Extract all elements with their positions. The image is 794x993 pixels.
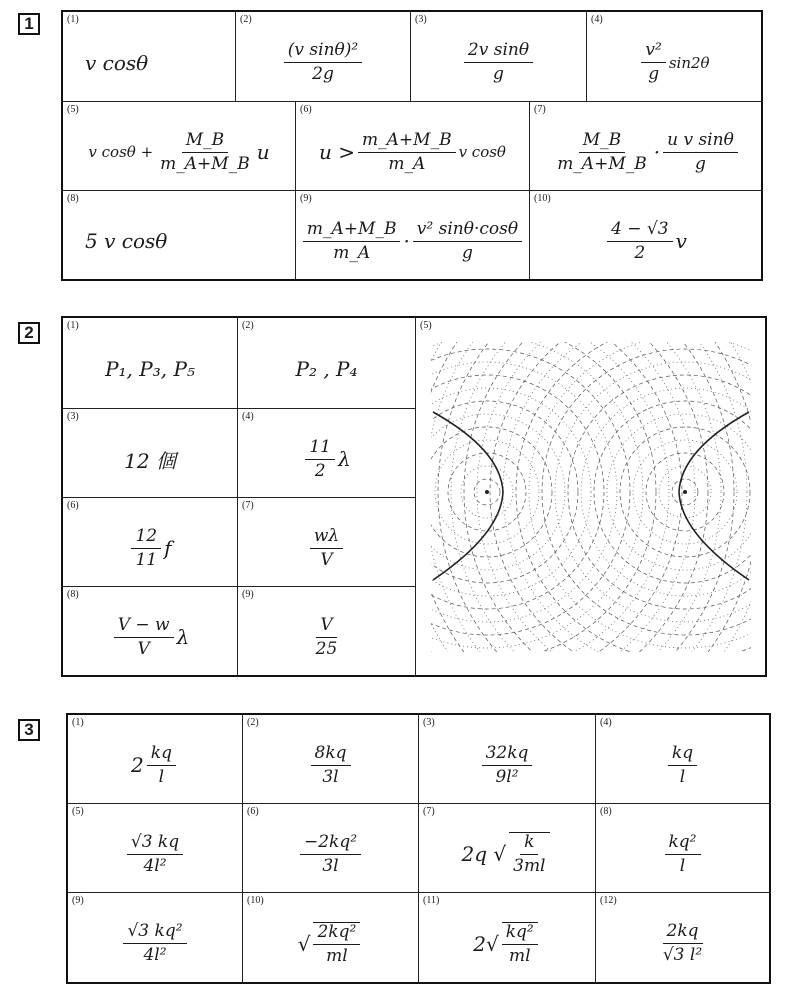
denominator: 9l² <box>495 766 519 787</box>
question-number: (1) <box>67 14 79 25</box>
question-number: (2) <box>247 717 259 728</box>
wavefront-circle <box>431 362 617 622</box>
answer-fraction <box>659 922 706 964</box>
s1-cell-4 <box>587 12 761 102</box>
answer-text: P₁, P₃, P₅ <box>105 357 195 381</box>
numerator: kq <box>147 744 176 766</box>
numerator: √3 kq² <box>123 922 186 944</box>
question-number: (9) <box>242 589 254 600</box>
answer-fraction <box>127 833 183 875</box>
wavefront-circle <box>464 342 751 652</box>
answer-prefix: v cosθ + <box>88 143 154 161</box>
denominator: 3ml <box>513 856 546 876</box>
denominator: 4l² <box>143 855 167 876</box>
numerator: 8kq <box>311 744 351 766</box>
question-number: (5) <box>420 320 432 331</box>
answer-fraction <box>312 616 342 658</box>
wavefront-circle <box>431 349 630 635</box>
s2-cell-8 <box>63 587 238 675</box>
wavefront-circle <box>438 342 751 652</box>
numerator: 32kq <box>482 744 533 766</box>
s3-cell-1 <box>68 715 243 804</box>
denominator: 3l <box>322 855 339 876</box>
s2-cell-5 <box>416 318 765 675</box>
answer-fraction <box>284 41 362 83</box>
answer-fraction <box>156 131 254 173</box>
wavefront-circle <box>555 362 751 622</box>
wavefront-circle <box>431 342 751 652</box>
s2-cell-4 <box>238 409 416 498</box>
answer-text: P₂ , P₄ <box>295 357 358 381</box>
question-number: (12) <box>600 895 617 906</box>
answer-fraction <box>464 41 533 83</box>
denominator: 2g <box>312 64 334 84</box>
denominator: m_A+M_B <box>160 153 250 174</box>
answer-fraction <box>413 220 522 262</box>
answer-fraction <box>114 616 174 658</box>
s3-cell-6 <box>243 804 419 893</box>
answer-fraction <box>131 527 161 569</box>
denominator: V <box>137 638 150 659</box>
denominator: l <box>679 855 686 876</box>
denominator: g <box>493 64 504 84</box>
question-number: (5) <box>67 104 79 115</box>
s2-cell-9 <box>238 587 416 675</box>
answer-fraction <box>641 41 665 83</box>
s3-cell-11 <box>419 893 596 982</box>
wavefront-circle <box>431 342 682 652</box>
wavefront-circle <box>431 342 734 652</box>
answer-fraction <box>123 922 186 964</box>
answer-suffix: u <box>256 140 270 164</box>
denominator: ml <box>326 945 348 966</box>
s3-cell-12 <box>596 893 769 982</box>
denominator: V <box>320 549 333 570</box>
wavefront-circle <box>431 342 751 652</box>
wavefront-circle <box>431 342 656 652</box>
wavefront-circle <box>581 388 751 596</box>
denominator: m_A <box>388 153 426 174</box>
s2-cell-7 <box>238 498 416 587</box>
s1-cell-8 <box>63 191 296 279</box>
answer-prefix: 2 <box>131 753 144 777</box>
numerator: 4 − √3 <box>607 220 673 242</box>
s3-cell-3 <box>419 715 596 804</box>
numerator: m_A+M_B <box>303 220 401 242</box>
question-number: (8) <box>600 806 612 817</box>
question-number: (9) <box>72 895 84 906</box>
answer-suffix: f <box>164 536 172 560</box>
interference-figure <box>431 342 751 652</box>
numerator: 11 <box>305 438 335 460</box>
denominator: 3l <box>322 766 339 787</box>
wavefront-circle <box>516 342 751 652</box>
question-number: (7) <box>242 500 254 511</box>
denominator: 25 <box>315 638 338 659</box>
wavefront-circle <box>431 342 708 652</box>
s1-cell-6 <box>296 102 530 191</box>
answer-fraction <box>663 131 738 173</box>
numerator: −2kq² <box>300 833 361 855</box>
answer-prefix: 2√ <box>473 931 499 956</box>
question-number: (3) <box>415 14 427 25</box>
denominator: m_A+M_B <box>557 153 647 174</box>
numerator: m_A+M_B <box>358 131 456 153</box>
s3-cell-10 <box>243 893 419 982</box>
multiply-dot: · <box>653 140 661 164</box>
denominator: l <box>679 766 686 787</box>
answer-text: 12 個 <box>124 448 176 473</box>
denominator: g <box>462 242 473 263</box>
answer-fraction <box>665 833 701 875</box>
numerator: v² <box>641 41 665 63</box>
denominator: 2 <box>634 242 646 263</box>
denominator: ml <box>508 945 531 966</box>
answer-fraction <box>358 131 456 173</box>
s2-cell-3 <box>63 409 238 498</box>
question-number: (4) <box>600 717 612 728</box>
numerator: 2kq² <box>313 923 360 945</box>
s1-cell-10 <box>530 191 761 279</box>
answer-prefix: √ <box>297 931 311 956</box>
question-number: (1) <box>67 320 79 331</box>
answer-suffix: λ <box>176 625 190 649</box>
numerator: wλ <box>310 527 343 549</box>
denominator: 11 <box>135 549 158 570</box>
question-number: (6) <box>67 500 79 511</box>
s1-cell-5 <box>63 102 296 191</box>
wavefront-circle <box>451 342 751 652</box>
wavefront-circle <box>431 342 751 652</box>
answer-fraction <box>147 744 176 786</box>
wavefront-circle <box>568 375 751 609</box>
denominator: g <box>695 153 706 174</box>
answer-suffix: v <box>675 229 687 253</box>
source-a <box>485 490 489 494</box>
answer-fraction <box>311 744 351 786</box>
numerator: (v sinθ)² <box>284 41 362 63</box>
question-number: (5) <box>72 806 84 817</box>
s1-cell-2 <box>236 12 411 102</box>
numerator: u v sinθ <box>663 131 738 153</box>
wavefront-circle <box>431 342 669 652</box>
answer-fraction <box>313 922 360 965</box>
s1-cell-9 <box>296 191 530 279</box>
question-number: (2) <box>240 14 252 25</box>
answer-fraction <box>607 220 673 262</box>
denominator: 4l² <box>143 945 167 965</box>
s2-cell-1 <box>63 318 238 409</box>
numerator: √3 kq <box>127 833 183 855</box>
answer-suffix: v cosθ <box>458 143 506 161</box>
answer-fraction <box>668 744 697 786</box>
question-number: (10) <box>534 193 551 204</box>
wavefront-circle <box>431 342 643 648</box>
answer-prefix: u > <box>319 140 356 164</box>
wavefront-circle <box>542 349 751 635</box>
wavefront-circle <box>431 342 751 652</box>
source-b <box>683 490 687 494</box>
s3-cell-8 <box>596 804 769 893</box>
denominator: m_A <box>333 242 371 263</box>
question-number: (10) <box>247 895 264 906</box>
question-number: (8) <box>67 193 79 204</box>
question-number: (3) <box>67 411 79 422</box>
answer-fraction <box>300 833 361 875</box>
section-label-1: 1 <box>18 13 40 35</box>
numerator: V <box>316 616 336 638</box>
numerator: 2kq <box>663 922 703 944</box>
denominator: √3 l² <box>662 945 703 965</box>
s1-cell-3 <box>411 12 587 102</box>
s1-cell-1 <box>63 12 236 102</box>
wavefront-circle <box>431 427 552 557</box>
section-label-2: 2 <box>18 322 40 344</box>
numerator: kq² <box>502 923 538 945</box>
question-number: (4) <box>242 411 254 422</box>
denominator: g <box>648 64 660 84</box>
s3-cell-9 <box>68 893 243 982</box>
denominator: 2 <box>314 460 326 481</box>
answer-grid-3 <box>66 713 771 984</box>
numerator: 12 <box>131 527 161 549</box>
s1-cell-7 <box>530 102 761 191</box>
numerator: M_B <box>579 131 625 153</box>
question-number: (8) <box>67 589 79 600</box>
numerator: kq <box>668 744 697 766</box>
answer-grid-1 <box>61 10 763 281</box>
section-label-3: 3 <box>18 719 40 741</box>
wavefront-circle <box>529 342 751 648</box>
numerator: kq² <box>665 833 701 855</box>
answer-prefix: 2q √ <box>461 842 507 866</box>
numerator: V − w <box>114 616 174 638</box>
multiply-dot: · <box>403 229 410 253</box>
answer-grid-2 <box>61 316 767 677</box>
question-number: (6) <box>300 104 312 115</box>
question-number: (6) <box>247 806 259 817</box>
wavefront-circle <box>431 401 578 583</box>
s3-cell-5 <box>68 804 243 893</box>
answer-fraction <box>305 438 335 480</box>
question-number: (11) <box>423 895 440 906</box>
answer-fraction <box>310 527 343 569</box>
question-number: (3) <box>423 717 435 728</box>
answer-fraction <box>509 832 549 875</box>
wavefront-circle <box>431 342 751 652</box>
question-number: (1) <box>72 717 84 728</box>
left-nodal-line <box>433 412 503 580</box>
question-number: (2) <box>242 320 254 331</box>
s2-cell-6 <box>63 498 238 587</box>
answer-text: v cosθ <box>85 50 149 75</box>
denominator: l <box>158 766 165 787</box>
wavefront-circle <box>477 342 751 652</box>
numerator: k <box>520 833 538 855</box>
answer-text: 5 v cosθ <box>85 229 168 253</box>
answer-fraction <box>502 922 538 965</box>
answer-suffix: sin2θ <box>668 53 710 72</box>
answer-suffix: λ <box>337 447 351 471</box>
numerator: M_B <box>182 131 228 153</box>
question-number: (9) <box>300 193 312 204</box>
answer-fraction <box>482 744 533 786</box>
question-number: (4) <box>591 14 603 25</box>
right-nodal-line <box>679 412 749 580</box>
answer-fraction <box>303 220 401 262</box>
s3-cell-4 <box>596 715 769 804</box>
s3-cell-7 <box>419 804 596 893</box>
answer-fraction <box>553 131 651 173</box>
numerator: 2v sinθ <box>464 41 533 63</box>
numerator: v² sinθ·cosθ <box>413 220 522 242</box>
question-number: (7) <box>423 806 435 817</box>
s3-cell-2 <box>243 715 419 804</box>
s2-cell-2 <box>238 318 416 409</box>
question-number: (7) <box>534 104 546 115</box>
